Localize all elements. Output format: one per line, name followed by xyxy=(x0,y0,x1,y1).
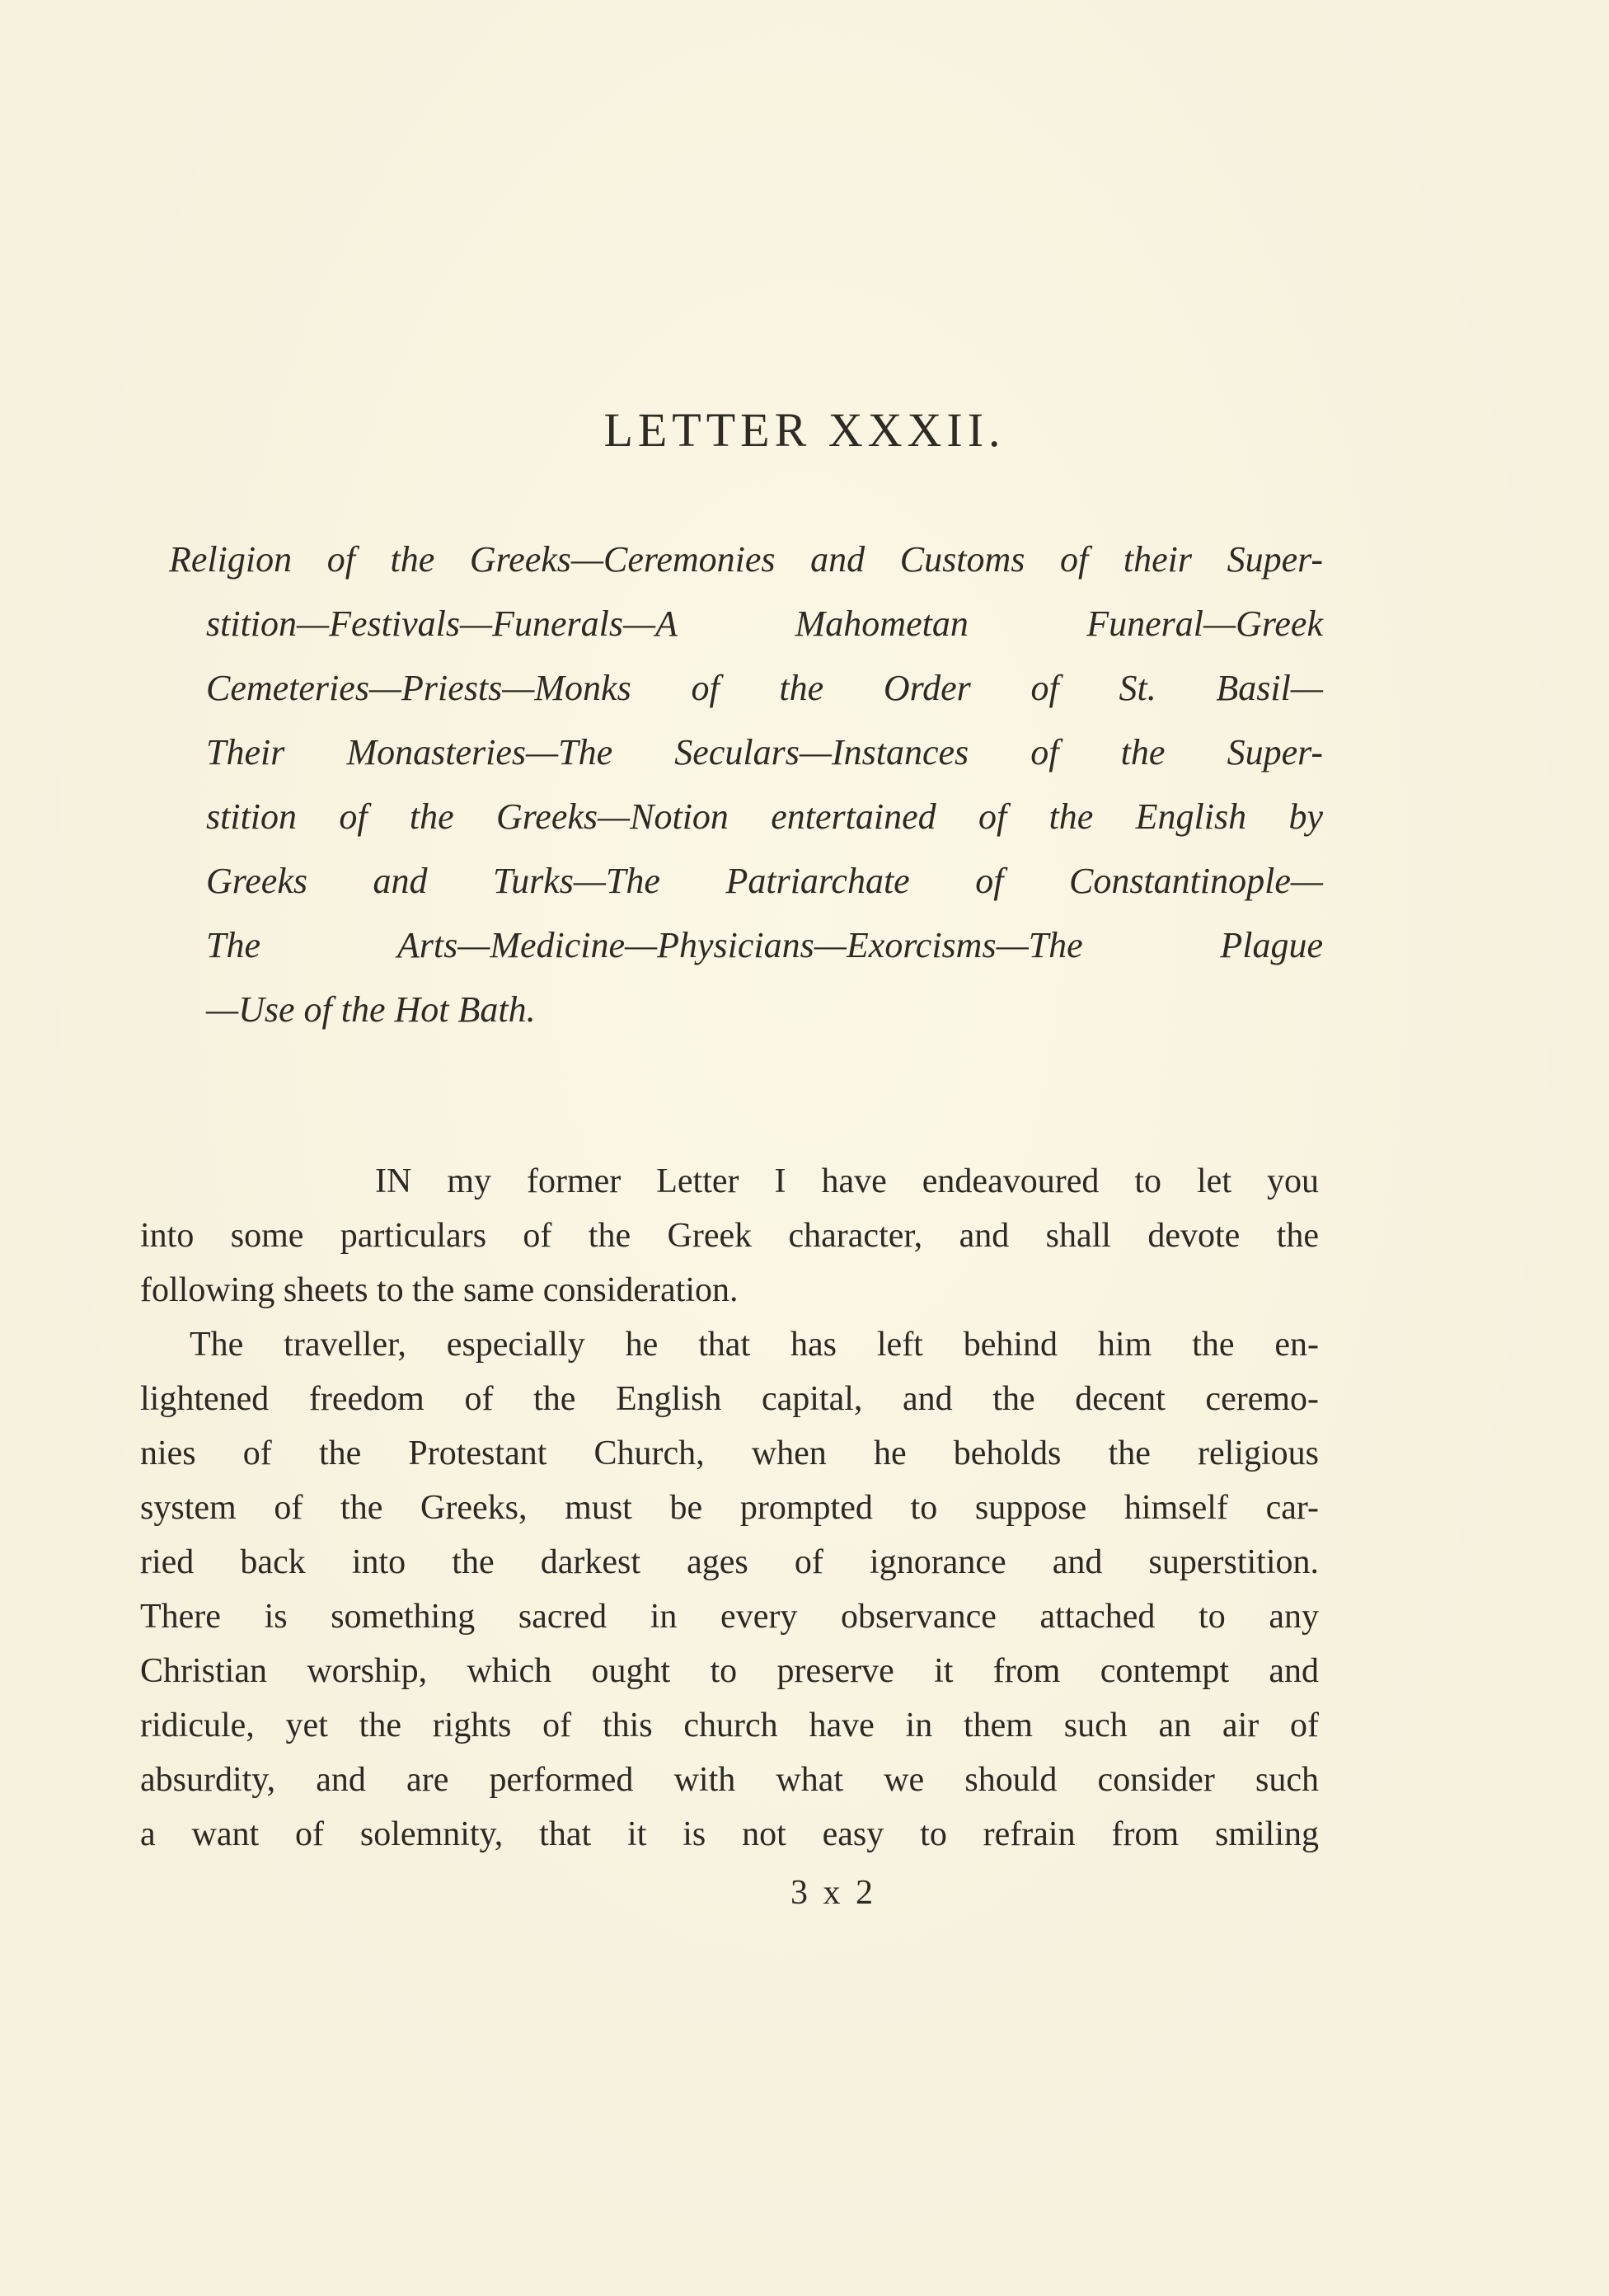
signature-mark: 3 x 2 xyxy=(790,1874,876,1912)
summary-line: Religion of the Greeks—Ceremonies and Customs of their Super- xyxy=(169,539,1323,580)
body-line: There is something sacred in every observance attached to any xyxy=(140,1598,1319,1636)
body-line: system of the Greeks, must be prompted to suppose himself car- xyxy=(140,1489,1319,1527)
letter-title: LETTER XXXII. xyxy=(603,403,1006,457)
summary-line: stition of the Greeks—Notion entertained of the English by xyxy=(206,796,1323,837)
chapter-summary xyxy=(169,528,1323,1042)
body-line: The traveller, especially he that has left behind him the en- xyxy=(190,1326,1319,1364)
body-line: a want of solemnity, that it is not easy to refrain from smiling xyxy=(140,1815,1319,1853)
body-text xyxy=(140,1154,1319,1862)
summary-line: stition—Festivals—Funerals—A Mahometan Funeral—Greek xyxy=(206,603,1323,644)
body-line: into some particulars of the Greek character, and shall devote the xyxy=(140,1217,1319,1255)
body-line: IN my former Letter I have endeavoured to let you xyxy=(375,1162,1319,1200)
body-line: absurdity, and are performed with what we should consider such xyxy=(140,1761,1319,1799)
body-line: ried back into the darkest ages of ignorance and superstition. xyxy=(140,1543,1319,1581)
body-line: Christian worship, which ought to preserve it from contempt and xyxy=(140,1652,1319,1690)
body-line: lightened freedom of the English capital, and the decent ceremo- xyxy=(140,1380,1319,1418)
summary-line: Greeks and Turks—The Patriarchate of Constantinople— xyxy=(206,861,1323,901)
summary-line: Their Monasteries—The Seculars—Instances of the Super- xyxy=(206,732,1323,772)
summary-line: —Use of the Hot Bath. xyxy=(206,989,536,1030)
body-line: nies of the Protestant Church, when he beholds the religious xyxy=(140,1434,1319,1472)
body-line: ridicule, yet the rights of this church have in them such an air of xyxy=(140,1707,1319,1744)
summary-line: The Arts—Medicine—Physicians—Exorcisms—The Plague xyxy=(206,925,1323,965)
body-line: following sheets to the same consideration. xyxy=(140,1271,739,1309)
summary-line: Cemeteries—Priests—Monks of the Order of St. Basil— xyxy=(206,668,1323,708)
